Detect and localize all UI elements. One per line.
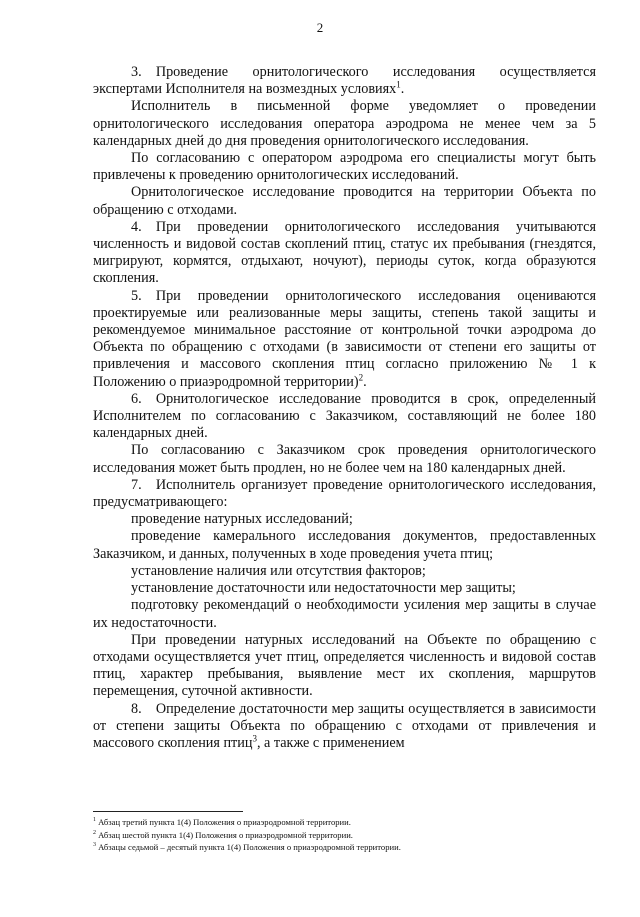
list-item: проведение камерального исследования документов, предоставленных Заказчиком, и данных, полученных в ходе проведения учета птиц; <box>93 528 596 562</box>
paragraph-3: 3. Проведение орнитологического исследования осуществляется экспертами Исполнителя на возмездных условиях$^1$. <box>93 64 596 98</box>
page-number: 2 <box>316 20 324 35</box>
footnote-ref-3[interactable]: 3 <box>252 733 257 744</box>
footnote-1: $^1$ Абзац третий пункта 1(4) Положения о приаэродромной территории. <box>93 817 351 827</box>
footnotes <box>93 816 596 854</box>
footnote-ref-1[interactable]: 1 <box>396 79 401 90</box>
footnote-3: $^3$ Абзацы седьмой – десятый пункта 1(4) Положения о приаэродромной территории. <box>93 842 401 853</box>
list-item: установление достаточности или недостаточности мер защиты; <box>131 580 516 597</box>
paragraph: Орнитологическое исследование проводится на территории Объекта по обращению с отходами. <box>93 184 596 218</box>
paragraph: По согласованию с Заказчиком срок проведения орнитологического исследования может быть продлен, но не более чем на 180 календарных дней. <box>93 442 596 476</box>
footnote-ref-2[interactable]: 2 <box>358 371 364 382</box>
footnote-separator <box>93 811 243 812</box>
list-item: проведение натурных исследований; <box>131 511 353 528</box>
footnote-2: $^2$ Абзац шестой пункта 1(4) Положения о приаэродромной территории. <box>93 829 353 840</box>
paragraph: По согласованию с оператором аэродрома его специалисты могут быть привлечены к проведению орнитологических исследований. <box>93 150 596 184</box>
paragraph: Исполнитель в письменной форме уведомляет о проведении орнитологического исследования оператора аэродрома не менее чем за 5 календарных дней до дня проведения орнитологического исследования. <box>93 98 596 149</box>
list-item: подготовку рекомендаций о необходимости усиления мер защиты в случае их недостаточности. <box>93 597 596 631</box>
list-item: установление наличия или отсутствия факторов; <box>131 562 426 579</box>
paragraph-4: 4. При проведении орнитологического исследования учитываются численность и видовой состав скоплений птиц, статус их пребывания (гнездятся, мигрируют, кормятся, отдыхают, ночуют), периоды суток, когда образуются скопления. <box>93 218 596 287</box>
document-body <box>93 64 596 752</box>
paragraph-8: 8. Определение достаточности мер защиты осуществляется в зависимости от степени защиты Объекта по обращению с отходами от привлечения и массового скопления птиц$^3$, а также с применением <box>93 700 596 751</box>
paragraph-6: 6. Орнитологическое исследование проводится в срок, определенный Исполнителем по согласованию с Заказчиком, составляющий не более 180 календарных дней. <box>93 390 596 442</box>
paragraph-5: 5. При проведении орнитологического исследования оцениваются проектируемые или реализованные меры защиты, степень такой защиты и рекомендуемое минимальное расстояние от контрольной точки аэродрома до Объекта по обращению с отходами (в зависимости от степени его защиты от привлечения и массового скопления птиц согласно приложению № 1 к Положению о приаэродромной территории)$^2$. <box>93 287 596 390</box>
paragraph-7: 7. Исполнитель организует проведение орнитологического исследования, предусматривающего: <box>93 476 596 511</box>
paragraph: При проведении натурных исследований на Объекте по обращению с отходами осуществляется учет птиц, определяется численность и видовой состав птиц, характер пребывания, выявление мест их скопления, маршрутов перемещения, суточной активности. <box>93 631 596 700</box>
